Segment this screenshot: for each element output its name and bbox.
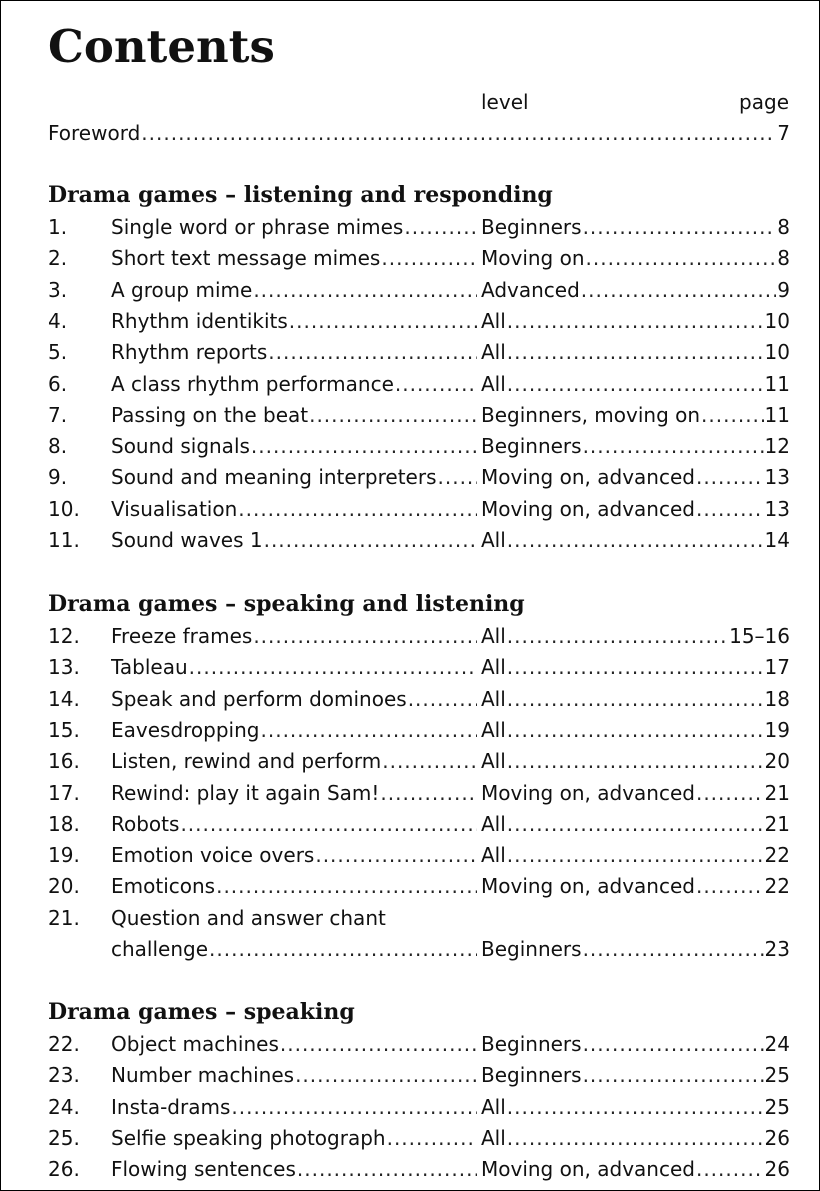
- entry-page: 10: [764, 340, 790, 365]
- title-leader: [111, 400, 478, 431]
- toc-entry[interactable]: [48, 1123, 790, 1154]
- title-leader: [111, 1092, 478, 1123]
- dot-leader: [231, 1092, 477, 1123]
- dot-leader: [507, 1123, 764, 1154]
- dot-leader: [507, 306, 764, 337]
- dot-leader: [297, 1154, 477, 1185]
- entry-page: 22: [764, 843, 790, 868]
- entry-level: Moving on, advanced: [481, 780, 695, 805]
- entry-page: 8: [777, 246, 790, 271]
- column-header-page: page: [739, 90, 789, 114]
- entry-level: All: [481, 528, 506, 552]
- title-leader: [111, 746, 478, 777]
- toc-entry[interactable]: [48, 369, 790, 400]
- title-leader: [111, 934, 478, 965]
- entry-page: 17: [764, 655, 790, 680]
- dot-leader: [295, 1060, 477, 1091]
- dot-leader: [696, 871, 764, 902]
- entry-level: Moving on, advanced: [481, 465, 695, 490]
- entry-level: All: [481, 749, 506, 774]
- level-leader: [481, 934, 790, 965]
- entry-page: 21: [764, 811, 790, 836]
- entry-title: Rhythm reports: [111, 340, 268, 365]
- entry-page: 22: [764, 874, 790, 899]
- entry-title: Flowing sentences: [111, 1157, 296, 1182]
- level-leader: [481, 778, 790, 809]
- title-leader: [111, 1060, 478, 1091]
- entry-level: All: [481, 308, 506, 333]
- dot-leader: [209, 934, 477, 965]
- toc-entry[interactable]: [48, 652, 790, 683]
- dot-leader: [261, 715, 478, 746]
- toc-entry[interactable]: [48, 715, 790, 746]
- entry-page: 24: [764, 1032, 790, 1056]
- title-leader: [111, 494, 478, 525]
- level-leader: [481, 1123, 790, 1154]
- entry-page: 8: [777, 215, 790, 239]
- entry-title: Single word or phrase mimes: [111, 215, 404, 239]
- entry-level: Beginners: [481, 1063, 582, 1088]
- title-leader: [111, 1154, 478, 1185]
- entry-title: Object machines: [111, 1032, 279, 1056]
- entry-page: 11: [764, 371, 790, 396]
- entry-number: 22.: [48, 1032, 80, 1056]
- dot-leader: [583, 1060, 764, 1091]
- toc-entry[interactable]: [48, 337, 790, 368]
- entry-page: 26: [764, 1125, 790, 1150]
- entry-title: Robots: [111, 811, 180, 836]
- level-leader: [481, 525, 790, 556]
- entry-number: 25.: [48, 1125, 80, 1150]
- dot-leader: [696, 778, 764, 809]
- entry-title: Number machines: [111, 1063, 295, 1088]
- dot-leader: [696, 462, 764, 493]
- entry-level: All: [481, 624, 506, 648]
- entry-level: All: [481, 717, 506, 742]
- entry-number: 3.: [48, 277, 68, 302]
- entry-title: Passing on the beat: [111, 402, 309, 427]
- toc-entry[interactable]: [48, 903, 790, 934]
- dot-leader: [507, 525, 764, 556]
- level-leader: [481, 621, 790, 652]
- title-leader: [111, 525, 478, 556]
- level-leader: [481, 431, 790, 462]
- entry-number: 24.: [48, 1094, 80, 1119]
- entry-level: All: [481, 843, 506, 868]
- entry-level: Moving on: [481, 246, 585, 271]
- dot-leader: [253, 621, 477, 652]
- entry-number: 4.: [48, 308, 68, 333]
- dot-leader: [382, 746, 477, 777]
- entry-number: 7.: [48, 402, 68, 427]
- title-leader: [111, 871, 478, 902]
- entry-level: All: [481, 686, 506, 711]
- entry-number: 16.: [48, 749, 80, 774]
- toc-entry[interactable]: [48, 840, 790, 871]
- section-heading: Drama games – speaking: [48, 999, 355, 1025]
- entry-title: Foreword: [48, 121, 141, 145]
- title-leader: [111, 369, 478, 400]
- level-leader: [481, 275, 790, 306]
- entry-level: All: [481, 655, 506, 680]
- dot-leader: [583, 1029, 764, 1060]
- title-leader: [111, 462, 478, 493]
- entry-title: Eavesdropping: [111, 717, 260, 742]
- entry-title: Listen, rewind and perform: [111, 749, 382, 774]
- entry-title: Short text message mimes: [111, 246, 381, 271]
- dot-leader: [507, 621, 728, 652]
- entry-number: 6.: [48, 371, 68, 396]
- level-leader: [481, 369, 790, 400]
- title-leader: [111, 431, 478, 462]
- column-header-level: level: [481, 90, 529, 114]
- entry-level: All: [481, 340, 506, 365]
- toc-entry[interactable]: [48, 1060, 790, 1091]
- entry-page: 26: [764, 1157, 790, 1182]
- entry-title: Freeze frames: [111, 624, 253, 648]
- dot-leader: [387, 1123, 477, 1154]
- entry-page: 19: [764, 717, 790, 742]
- dot-leader: [280, 1029, 477, 1060]
- entry-level: Beginners, moving on: [481, 402, 701, 427]
- level-leader: [481, 871, 790, 902]
- dot-leader: [507, 715, 764, 746]
- toc-entry[interactable]: [48, 494, 790, 525]
- entry-level: Beginners: [481, 215, 582, 239]
- entry-level: Moving on, advanced: [481, 874, 695, 899]
- dot-leader: [583, 212, 777, 243]
- toc-entry[interactable]: [48, 1029, 790, 1060]
- dot-leader: [189, 652, 477, 683]
- entry-number: 14.: [48, 686, 80, 711]
- entry-page: 14: [764, 528, 790, 552]
- entry-number: 1.: [48, 215, 68, 239]
- toc-entry[interactable]: [48, 275, 790, 306]
- title-leader: [111, 715, 478, 746]
- level-leader: [481, 243, 790, 274]
- dot-leader: [309, 400, 477, 431]
- level-leader: [481, 1060, 790, 1091]
- page-title: Contents: [48, 20, 275, 73]
- entry-page: 23: [764, 937, 790, 961]
- level-leader: [481, 840, 790, 871]
- level-leader: [481, 652, 790, 683]
- toc-entry[interactable]: [48, 431, 790, 462]
- entry-level: Beginners: [481, 937, 582, 961]
- level-leader: [481, 337, 790, 368]
- entry-page: 10: [764, 308, 790, 333]
- title-leader: [111, 1123, 478, 1154]
- entry-title: Emotion voice overs: [111, 843, 315, 868]
- entry-number: 5.: [48, 340, 68, 365]
- dot-leader: [381, 243, 477, 274]
- level-leader: [481, 400, 790, 431]
- dot-leader: [380, 778, 477, 809]
- level-leader: [481, 809, 790, 840]
- entry-title: Rewind: play it again Sam!: [111, 780, 380, 805]
- dot-leader: [507, 652, 764, 683]
- entry-number: 15.: [48, 717, 80, 742]
- dot-leader: [507, 809, 764, 840]
- entry-level: Beginners: [481, 434, 582, 459]
- entry-title: Sound waves 1: [111, 528, 263, 552]
- dot-leader: [696, 1154, 764, 1185]
- dot-leader: [583, 431, 764, 462]
- dot-leader: [395, 369, 477, 400]
- entry-title: Sound signals: [111, 434, 250, 459]
- entry-page: 25: [764, 1094, 790, 1119]
- dot-leader: [268, 337, 477, 368]
- section-heading: Drama games – listening and responding: [48, 182, 553, 208]
- entry-number: 12.: [48, 624, 80, 648]
- dot-leader: [289, 306, 477, 337]
- dot-leader: [507, 840, 764, 871]
- entry-title: Speak and perform dominoes: [111, 686, 407, 711]
- dot-leader: [264, 525, 477, 556]
- entry-page: 20: [764, 749, 790, 774]
- dot-leader: [315, 840, 477, 871]
- toc-entry-continued[interactable]: [48, 934, 790, 965]
- dot-leader: [586, 243, 777, 274]
- entry-number: 13.: [48, 655, 80, 680]
- level-leader: [481, 684, 790, 715]
- entry-title-continued: challenge: [111, 937, 209, 961]
- title-leader: [111, 306, 478, 337]
- foreword-leader: [48, 118, 790, 149]
- toc-entry[interactable]: [48, 809, 790, 840]
- entry-title: Sound and meaning interpreters: [111, 465, 437, 490]
- title-leader: [111, 809, 478, 840]
- entry-level: All: [481, 1094, 506, 1119]
- toc-entry[interactable]: [48, 1154, 790, 1185]
- entry-level: Moving on, advanced: [481, 1157, 695, 1182]
- entry-number: 11.: [48, 528, 80, 552]
- title-leader: [111, 275, 478, 306]
- dot-leader: [216, 871, 477, 902]
- level-leader: [481, 746, 790, 777]
- level-leader: [481, 306, 790, 337]
- entry-page: 12: [764, 434, 790, 459]
- entry-title: Question and answer chant: [111, 905, 386, 930]
- entry-level: All: [481, 1125, 506, 1150]
- entry-level: All: [481, 371, 506, 396]
- level-leader: [481, 212, 790, 243]
- level-leader: [481, 462, 790, 493]
- entry-title: Selfie speaking photograph: [111, 1125, 386, 1150]
- toc-entry-foreword[interactable]: [48, 118, 790, 149]
- entry-number: 10.: [48, 496, 80, 521]
- toc-entry[interactable]: [48, 243, 790, 274]
- title-leader: [111, 778, 478, 809]
- entry-number: 8.: [48, 434, 68, 459]
- dot-leader: [583, 934, 764, 965]
- toc-entry[interactable]: [48, 1092, 790, 1123]
- entry-number: 23.: [48, 1063, 80, 1088]
- level-leader: [481, 1029, 790, 1060]
- entry-page: 7: [777, 121, 790, 145]
- entry-page: 13: [764, 465, 790, 490]
- title-leader: [111, 337, 478, 368]
- dot-leader: [696, 494, 764, 525]
- toc-entry[interactable]: [48, 778, 790, 809]
- entry-title: Visualisation: [111, 496, 238, 521]
- toc-entry[interactable]: [48, 621, 790, 652]
- dot-leader: [238, 494, 477, 525]
- toc-entry[interactable]: [48, 462, 790, 493]
- toc-entry[interactable]: [48, 306, 790, 337]
- entry-page: 11: [764, 402, 790, 427]
- toc-entry[interactable]: [48, 871, 790, 902]
- title-leader: [111, 1029, 478, 1060]
- entry-level: Advanced: [481, 277, 580, 302]
- dot-leader: [701, 400, 764, 431]
- dot-leader: [438, 462, 478, 493]
- entry-title: Tableau: [111, 655, 188, 680]
- entry-number: 18.: [48, 811, 80, 836]
- level-leader: [481, 1092, 790, 1123]
- title-leader: [111, 652, 478, 683]
- entry-title: Emoticons: [111, 874, 216, 899]
- dot-leader: [507, 369, 764, 400]
- entry-number: 2.: [48, 246, 68, 271]
- toc-entry[interactable]: [48, 212, 790, 243]
- entry-page: 25: [764, 1063, 790, 1088]
- entry-title: Rhythm identikits: [111, 308, 288, 333]
- entry-title: A class rhythm performance: [111, 371, 394, 396]
- entry-page: 15–16: [729, 624, 790, 648]
- entry-page: 18: [764, 686, 790, 711]
- level-leader: [481, 715, 790, 746]
- dot-leader: [507, 746, 764, 777]
- title-leader: [111, 840, 478, 871]
- toc-entry[interactable]: [48, 400, 790, 431]
- entry-level: All: [481, 811, 506, 836]
- entry-page: 21: [764, 780, 790, 805]
- title-leader: [111, 243, 478, 274]
- dot-leader: [180, 809, 477, 840]
- dot-leader: [507, 337, 764, 368]
- entry-page: 9: [777, 277, 790, 302]
- entry-number: 21.: [48, 905, 80, 930]
- dot-leader: [404, 212, 477, 243]
- dot-leader: [251, 431, 477, 462]
- entry-title: A group mime: [111, 277, 253, 302]
- dot-leader: [507, 1092, 764, 1123]
- level-leader: [481, 1154, 790, 1185]
- title-leader: [111, 212, 478, 243]
- entry-number: 26.: [48, 1157, 80, 1182]
- level-leader: [481, 494, 790, 525]
- title-leader: [111, 684, 478, 715]
- title-leader: [111, 621, 478, 652]
- dot-leader: [141, 118, 776, 149]
- dot-leader: [507, 684, 764, 715]
- dot-leader: [581, 275, 776, 306]
- entry-level: Moving on, advanced: [481, 496, 695, 521]
- entry-level: Beginners: [481, 1032, 582, 1056]
- entry-number: 19.: [48, 843, 80, 868]
- entry-number: 9.: [48, 465, 68, 490]
- dot-leader: [408, 684, 477, 715]
- entry-title: Insta-drams: [111, 1094, 231, 1119]
- toc-entry[interactable]: [48, 684, 790, 715]
- entry-page: 13: [764, 496, 790, 521]
- section-heading: Drama games – speaking and listening: [48, 591, 525, 617]
- entry-number: 20.: [48, 874, 80, 899]
- toc-entry[interactable]: [48, 746, 790, 777]
- dot-leader: [253, 275, 477, 306]
- toc-entry[interactable]: [48, 525, 790, 556]
- entry-number: 17.: [48, 780, 80, 805]
